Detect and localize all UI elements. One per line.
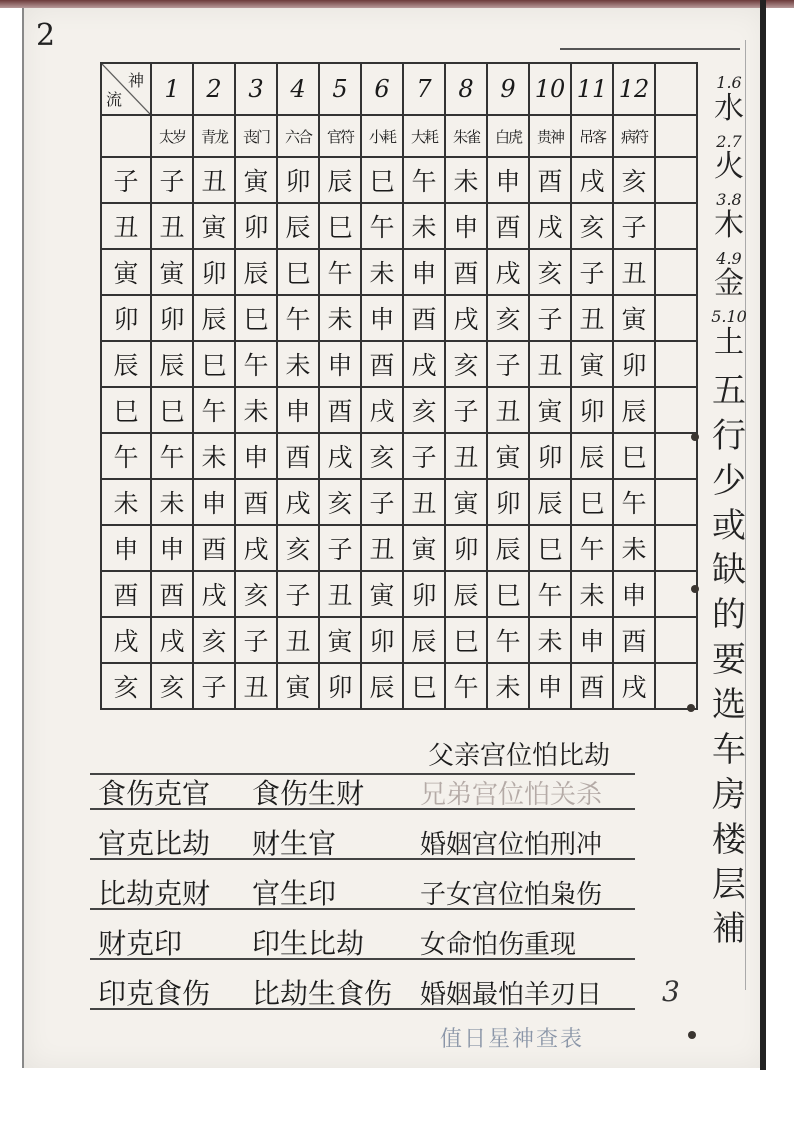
- blank-cell: [655, 63, 697, 115]
- sheng-relation: 印生比劫: [252, 927, 365, 960]
- branch-cell: 丑: [193, 157, 235, 203]
- branch-cell: 卯: [613, 341, 655, 387]
- element-name: 火: [714, 149, 744, 185]
- branch-cell: 丑: [277, 617, 319, 663]
- branch-cell: 酉: [445, 249, 487, 295]
- branch-cell: 未: [571, 571, 613, 617]
- branch-cell: 亥: [361, 433, 403, 479]
- branch-cell: 巳: [445, 617, 487, 663]
- branch-cell: 亥: [277, 525, 319, 571]
- branch-cell: 戌: [151, 617, 193, 663]
- branch-cell: 卯: [445, 525, 487, 571]
- branch-cell: 巳: [571, 479, 613, 525]
- branch-cell: 子: [571, 249, 613, 295]
- branch-cell: 丑: [487, 387, 529, 433]
- column-number: 1: [151, 63, 193, 115]
- branch-cell: 午: [319, 249, 361, 295]
- table-row: [101, 387, 697, 433]
- binder-hole: [688, 1031, 696, 1039]
- table-row: [101, 295, 697, 341]
- branch-cell: 午: [235, 341, 277, 387]
- god-name: 病符: [613, 115, 655, 157]
- branch-cell: 申: [319, 341, 361, 387]
- branch-cell: 辰: [193, 295, 235, 341]
- branch-cell: 未: [361, 249, 403, 295]
- branch-cell: 寅: [403, 525, 445, 571]
- branch-cell: 戌: [571, 157, 613, 203]
- branch-cell: 午: [151, 433, 193, 479]
- branch-cell: 酉: [277, 433, 319, 479]
- ke-relation: 印克食伤: [98, 977, 211, 1010]
- branch-cell: 辰: [613, 387, 655, 433]
- branch-cell: 巳: [193, 341, 235, 387]
- row-head-branch: 酉: [101, 571, 151, 617]
- row-head-branch: 辰: [101, 341, 151, 387]
- table-row: [101, 157, 697, 203]
- sheng-relation: 财生官: [252, 827, 337, 860]
- branch-cell: 戌: [403, 341, 445, 387]
- branch-cell: 巳: [361, 157, 403, 203]
- branch-cell: 寅: [319, 617, 361, 663]
- god-name: 贵神: [529, 115, 571, 157]
- blank-cell: [655, 433, 697, 479]
- row-head-branch: 丑: [101, 203, 151, 249]
- column-number: 4: [277, 63, 319, 115]
- branch-cell: 辰: [361, 663, 403, 709]
- branch-cell: 亥: [487, 295, 529, 341]
- blank-cell: [655, 157, 697, 203]
- column-number: 12: [613, 63, 655, 115]
- sheng-relation: 比劫生食伤: [252, 977, 393, 1010]
- branch-cell: 丑: [529, 341, 571, 387]
- branch-cell: 辰: [319, 157, 361, 203]
- palace-note: 子女宫位怕枭伤: [420, 880, 603, 910]
- god-name: 白虎: [487, 115, 529, 157]
- branch-cell: 辰: [403, 617, 445, 663]
- branch-cell: 戌: [445, 295, 487, 341]
- five-elements-column: [708, 70, 750, 952]
- page-number: 2: [36, 18, 56, 53]
- branch-cell: 巳: [613, 433, 655, 479]
- branch-cell: 未: [193, 433, 235, 479]
- branch-cell: 丑: [613, 249, 655, 295]
- branch-cell: 辰: [571, 433, 613, 479]
- element-name: 水: [714, 90, 744, 126]
- element-name: 金: [714, 266, 744, 302]
- gods-row-head-cell: [101, 115, 151, 157]
- branch-cell: 丑: [151, 203, 193, 249]
- branch-cell: 亥: [571, 203, 613, 249]
- column-number: 6: [361, 63, 403, 115]
- branch-cell: 卯: [403, 571, 445, 617]
- god-name: 六合: [277, 115, 319, 157]
- branch-cell: 辰: [487, 525, 529, 571]
- branch-cell: 子: [193, 663, 235, 709]
- branch-cell: 子: [235, 617, 277, 663]
- blank-cell: [655, 115, 697, 157]
- element-numbers: 4.9: [716, 248, 742, 268]
- branch-cell: 卯: [277, 157, 319, 203]
- blank-cell: [655, 617, 697, 663]
- branch-cell: 申: [193, 479, 235, 525]
- branch-cell: 子: [529, 295, 571, 341]
- branch-cell: 未: [487, 663, 529, 709]
- branch-cell: 寅: [571, 341, 613, 387]
- element-name: 土: [714, 324, 744, 360]
- branch-cell: 未: [277, 341, 319, 387]
- branch-cell: 亥: [445, 341, 487, 387]
- branch-cell: 戌: [487, 249, 529, 295]
- branch-cell: 午: [613, 479, 655, 525]
- branch-cell: 子: [151, 157, 193, 203]
- branch-cell: 戌: [193, 571, 235, 617]
- column-number: 7: [403, 63, 445, 115]
- branch-cell: 卯: [487, 479, 529, 525]
- branch-cell: 丑: [403, 479, 445, 525]
- branch-cell: 申: [403, 249, 445, 295]
- branch-cell: 亥: [403, 387, 445, 433]
- blank-cell: [655, 571, 697, 617]
- branch-cell: 未: [151, 479, 193, 525]
- column-number: 2: [193, 63, 235, 115]
- branch-cell: 未: [319, 295, 361, 341]
- row-head-branch: 卯: [101, 295, 151, 341]
- column-number: 11: [571, 63, 613, 115]
- branch-cell: 子: [361, 479, 403, 525]
- branch-cell: 巳: [235, 295, 277, 341]
- branch-cell: 寅: [361, 571, 403, 617]
- branch-cell: 丑: [235, 663, 277, 709]
- branch-cell: 子: [445, 387, 487, 433]
- table-header-gods: [101, 115, 697, 157]
- row-head-branch: 未: [101, 479, 151, 525]
- branch-cell: 酉: [319, 387, 361, 433]
- element-name: 木: [714, 207, 744, 243]
- branch-cell: 申: [571, 617, 613, 663]
- column-number: 8: [445, 63, 487, 115]
- column-number: 9: [487, 63, 529, 115]
- branch-cell: 申: [613, 571, 655, 617]
- branch-cell: 丑: [445, 433, 487, 479]
- branch-cell: 辰: [151, 341, 193, 387]
- blank-cell: [655, 479, 697, 525]
- branch-cell: 未: [529, 617, 571, 663]
- branch-cell: 卯: [529, 433, 571, 479]
- branch-cell: 辰: [235, 249, 277, 295]
- branch-cell: 子: [319, 525, 361, 571]
- branch-cell: 子: [277, 571, 319, 617]
- element-numbers: 2.7: [716, 131, 742, 151]
- table-row: [101, 617, 697, 663]
- blank-cell: [655, 341, 697, 387]
- table-row: [101, 203, 697, 249]
- branch-cell: 午: [277, 295, 319, 341]
- branch-cell: 辰: [529, 479, 571, 525]
- ke-relation: 财克印: [98, 927, 183, 960]
- row-head-branch: 寅: [101, 249, 151, 295]
- branch-cell: 寅: [277, 663, 319, 709]
- branch-cell: 巳: [319, 203, 361, 249]
- page-top-edge: [0, 0, 794, 8]
- branch-cell: 卯: [193, 249, 235, 295]
- palace-note: 婚姻最怕羊刃日: [420, 980, 603, 1010]
- palace-note: 兄弟宫位怕关杀: [420, 780, 603, 810]
- branch-cell: 戌: [319, 433, 361, 479]
- god-name: 青龙: [193, 115, 235, 157]
- branch-cell: 寅: [487, 433, 529, 479]
- branch-cell: 酉: [487, 203, 529, 249]
- branch-cell: 辰: [277, 203, 319, 249]
- bottom-stamp-text: 值日星神查表: [440, 1027, 585, 1052]
- branch-cell: 巳: [529, 525, 571, 571]
- branch-cell: 亥: [151, 663, 193, 709]
- blank-cell: [655, 249, 697, 295]
- branch-cell: 丑: [361, 525, 403, 571]
- branch-cell: 申: [445, 203, 487, 249]
- corner-top-label: 神: [127, 71, 144, 90]
- branch-cell: 卯: [361, 617, 403, 663]
- branch-cell: 申: [361, 295, 403, 341]
- branch-cell: 巳: [403, 663, 445, 709]
- branch-cell: 酉: [403, 295, 445, 341]
- branch-cell: 巳: [277, 249, 319, 295]
- branch-cell: 申: [487, 157, 529, 203]
- father-palace-note: 父亲宫位怕比劫: [428, 741, 611, 771]
- page-right-edge: [760, 0, 766, 1070]
- binder-hole: [687, 704, 695, 712]
- table-row: [101, 663, 697, 709]
- table-row: [101, 479, 697, 525]
- branch-cell: 亥: [529, 249, 571, 295]
- element-numbers: 5.10: [711, 307, 747, 327]
- branch-cell: 丑: [571, 295, 613, 341]
- branch-cell: 戌: [529, 203, 571, 249]
- element-numbers: 1.6: [716, 73, 742, 92]
- branch-cell: 酉: [529, 157, 571, 203]
- branch-cell: 酉: [571, 663, 613, 709]
- branch-cell: 寅: [529, 387, 571, 433]
- branch-cell: 午: [487, 617, 529, 663]
- branch-cell: 酉: [361, 341, 403, 387]
- branch-cell: 未: [445, 157, 487, 203]
- branch-cell: 寅: [151, 249, 193, 295]
- row-head-branch: 申: [101, 525, 151, 571]
- branch-cell: 戌: [613, 663, 655, 709]
- binder-hole: [691, 585, 699, 593]
- branch-cell: 亥: [193, 617, 235, 663]
- table-row: [101, 341, 697, 387]
- row-head-branch: 午: [101, 433, 151, 479]
- god-name: 朱雀: [445, 115, 487, 157]
- branch-cell: 未: [613, 525, 655, 571]
- blank-cell: [655, 387, 697, 433]
- palace-note: 女命怕伤重现: [420, 930, 577, 960]
- branch-cell: 申: [151, 525, 193, 571]
- branch-cell: 戌: [235, 525, 277, 571]
- branch-cell: 巳: [487, 571, 529, 617]
- table-row: [101, 433, 697, 479]
- branch-cell: 子: [403, 433, 445, 479]
- god-name: 小耗: [361, 115, 403, 157]
- table-row: [101, 249, 697, 295]
- branch-cell: 未: [403, 203, 445, 249]
- column-number: 5: [319, 63, 361, 115]
- god-name: 太岁: [151, 115, 193, 157]
- row-head-branch: 巳: [101, 387, 151, 433]
- god-name: 官符: [319, 115, 361, 157]
- branch-god-table: [100, 62, 698, 710]
- branch-cell: 申: [277, 387, 319, 433]
- table-row: [101, 525, 697, 571]
- branch-cell: 巳: [151, 387, 193, 433]
- branch-cell: 午: [445, 663, 487, 709]
- branch-cell: 酉: [151, 571, 193, 617]
- branch-cell: 子: [613, 203, 655, 249]
- blank-cell: [655, 203, 697, 249]
- blank-cell: [655, 525, 697, 571]
- branch-cell: 酉: [235, 479, 277, 525]
- element-numbers: 3.8: [716, 190, 742, 210]
- branch-cell: 午: [571, 525, 613, 571]
- branch-cell: 午: [361, 203, 403, 249]
- god-name: 大耗: [403, 115, 445, 157]
- branch-cell: 卯: [151, 295, 193, 341]
- ke-relation: 比劫克财: [98, 877, 211, 910]
- branch-cell: 辰: [445, 571, 487, 617]
- branch-cell: 申: [529, 663, 571, 709]
- ke-relation: 食伤克官: [98, 777, 211, 810]
- branch-cell: 丑: [319, 571, 361, 617]
- branch-cell: 寅: [193, 203, 235, 249]
- branch-cell: 酉: [193, 525, 235, 571]
- branch-cell: 寅: [235, 157, 277, 203]
- top-rule: [560, 48, 740, 50]
- blank-cell: [655, 295, 697, 341]
- palace-note: 婚姻宫位怕刑冲: [420, 830, 603, 860]
- branch-cell: 未: [235, 387, 277, 433]
- branch-cell: 午: [403, 157, 445, 203]
- branch-cell: 卯: [571, 387, 613, 433]
- god-name: 丧门: [235, 115, 277, 157]
- blank-cell: [655, 663, 697, 709]
- table-corner-cell: [101, 63, 151, 115]
- branch-cell: 寅: [613, 295, 655, 341]
- ruled-line: [90, 773, 635, 775]
- ke-relation: 官克比劫: [98, 827, 211, 860]
- row-head-branch: 戌: [101, 617, 151, 663]
- next-page-number: 3: [662, 975, 680, 1008]
- branch-cell: 申: [235, 433, 277, 479]
- table-header-numbers: [101, 63, 697, 115]
- branch-cell: 寅: [445, 479, 487, 525]
- sheng-relation: 食伤生财: [252, 777, 365, 810]
- branch-cell: 戌: [361, 387, 403, 433]
- branch-cell: 子: [487, 341, 529, 387]
- row-head-branch: 亥: [101, 663, 151, 709]
- sheng-relation: 官生印: [252, 877, 337, 910]
- column-number: 3: [235, 63, 277, 115]
- branch-cell: 亥: [613, 157, 655, 203]
- vertical-note: 五行少或缺的要选车房楼层補: [712, 370, 746, 950]
- branch-cell: 卯: [319, 663, 361, 709]
- branch-cell: 午: [529, 571, 571, 617]
- branch-cell: 卯: [235, 203, 277, 249]
- row-head-branch: 子: [101, 157, 151, 203]
- branch-cell: 亥: [319, 479, 361, 525]
- god-name: 吊客: [571, 115, 613, 157]
- branch-cell: 戌: [277, 479, 319, 525]
- column-number: 10: [529, 63, 571, 115]
- branch-cell: 酉: [613, 617, 655, 663]
- binder-hole: [691, 433, 699, 441]
- table-row: [101, 571, 697, 617]
- branch-cell: 亥: [235, 571, 277, 617]
- branch-cell: 午: [193, 387, 235, 433]
- corner-bottom-label: 流: [106, 90, 123, 109]
